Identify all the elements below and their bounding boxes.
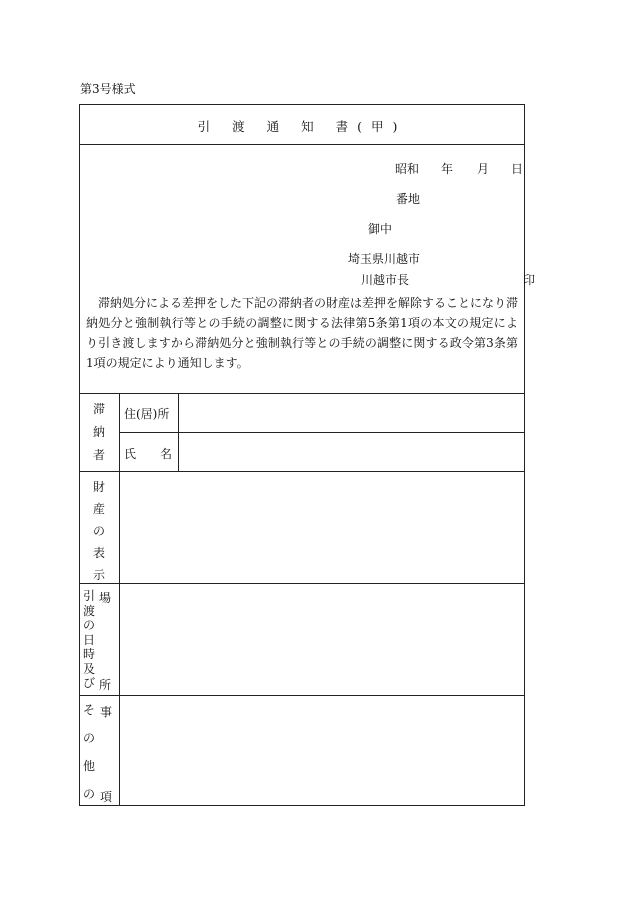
handover-label-left: 引 渡 の 日 時 及 び bbox=[82, 589, 95, 690]
body-divider bbox=[79, 393, 525, 394]
delinquent-row-divider bbox=[119, 432, 525, 433]
issuer-city: 埼玉県川越市 bbox=[348, 252, 421, 266]
other-label-left: そ の 他 の bbox=[82, 703, 95, 801]
address-field-label: 住(居)所 bbox=[124, 407, 170, 421]
name-field-label: 氏 名 bbox=[124, 447, 173, 461]
delinquent-label-divider bbox=[178, 393, 179, 471]
date-era: 昭和 bbox=[395, 162, 420, 176]
form-number-label: 第3号様式 bbox=[80, 82, 136, 96]
title-divider bbox=[79, 144, 525, 145]
delinquent-divider bbox=[79, 471, 525, 472]
handover-divider bbox=[79, 695, 525, 696]
document-title: 引 渡 通 知 書(甲) bbox=[197, 119, 407, 134]
handover-label-top: 場 bbox=[99, 591, 112, 605]
property-divider bbox=[79, 583, 525, 584]
recipient-label: 御中 bbox=[368, 222, 393, 236]
property-label: 財 産 の 表 示 bbox=[92, 480, 105, 582]
date-year: 年 bbox=[441, 162, 454, 176]
delinquent-label: 滞 納 者 bbox=[92, 402, 105, 462]
date-day: 日 bbox=[511, 162, 524, 176]
address-line: 番地 bbox=[396, 192, 421, 206]
notice-body-text: 滞納処分による差押をした下記の滞納者の財産は差押を解除することになり滞納処分と強制執行等との手続の調整に関する法律第5条第1項の本文の規定により引き渡しますから滞納処分と強制執行等との手続の調整に関する政令第3条第1項の規定により通知します。 bbox=[86, 296, 519, 370]
issuer-mayor: 川越市長 bbox=[361, 273, 410, 287]
date-month: 月 bbox=[477, 162, 490, 176]
other-label-bottom: 項 bbox=[100, 790, 113, 804]
handover-label-bottom: 所 bbox=[99, 678, 112, 692]
seal-mark: 印 bbox=[523, 273, 536, 287]
label-column-divider bbox=[119, 393, 120, 806]
other-label-top: 事 bbox=[100, 705, 113, 719]
